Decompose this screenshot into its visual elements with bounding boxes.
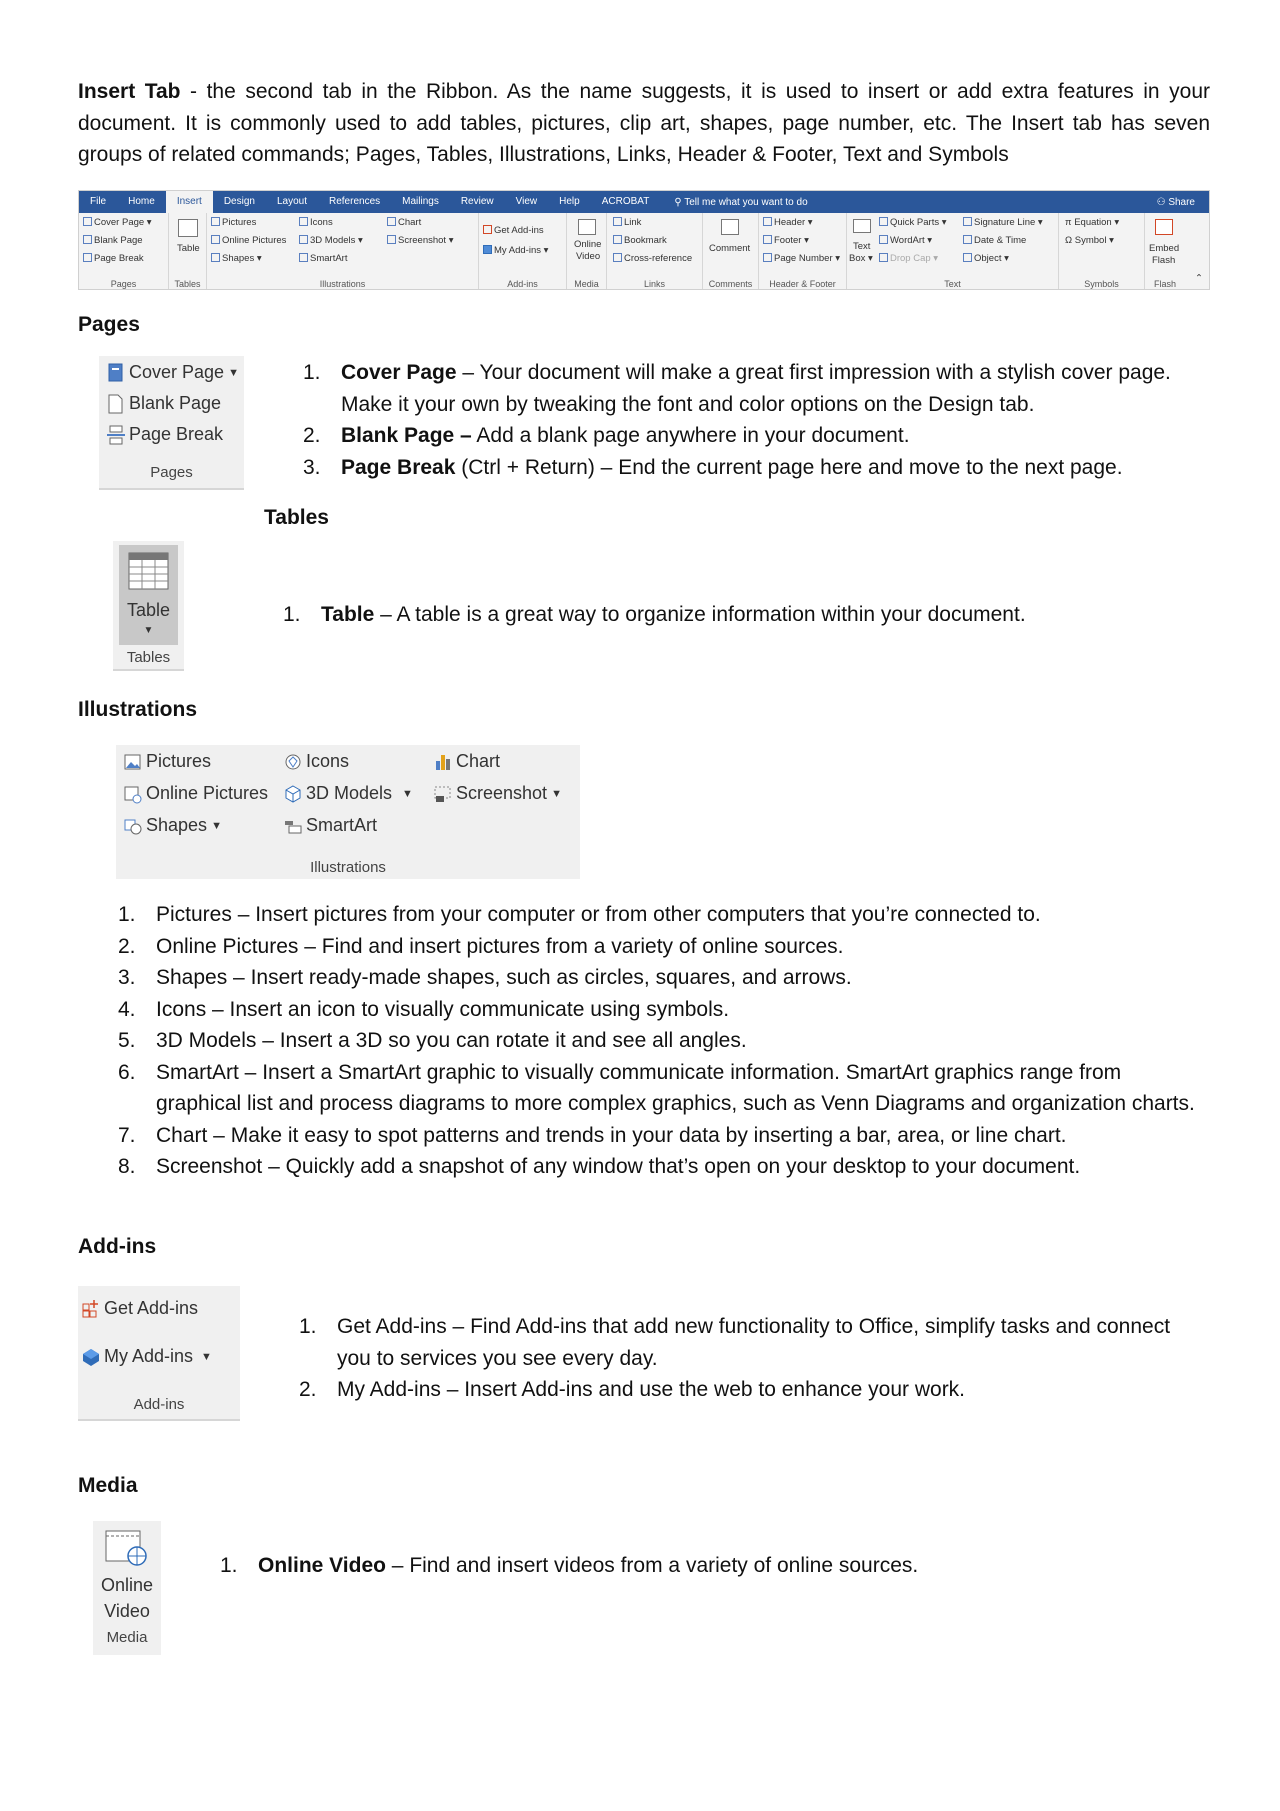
ribbon-group-tables	[169, 213, 207, 290]
ribbon-tab-view[interactable]: View	[515, 196, 538, 207]
list-item-text: (Ctrl + Return) – End the current page here and move to the next page.	[455, 455, 1123, 479]
omega-icon: Ω	[1065, 235, 1075, 246]
ribbon-online-video-line1[interactable]: Online	[574, 239, 602, 250]
tables-group-box	[113, 541, 184, 671]
ribbon-tab-help[interactable]: Help	[559, 196, 580, 207]
blank-page-item[interactable]	[107, 393, 221, 414]
list-item	[118, 1120, 1208, 1152]
ribbon-tab-bar	[79, 191, 1209, 213]
ribbon-screenshot-label: Screenshot ▾	[398, 235, 454, 246]
ribbon-group-addins	[479, 213, 567, 290]
chevron-down-icon: ▼	[211, 819, 222, 832]
list-number: 2.	[303, 424, 321, 447]
ribbon-shapes-label: Shapes ▾	[222, 253, 262, 264]
list-item-text: Add a blank page anywhere in your document.	[471, 424, 910, 447]
list-item-text: Icons – Insert an icon to visually communicate using symbols.	[156, 997, 730, 1021]
list-item-text: Pictures – Insert pictures from your computer or from other computers that you’re connected to.	[156, 903, 1041, 926]
list-number: 1.	[283, 603, 301, 626]
ribbon-3d-models[interactable]	[299, 235, 363, 246]
list-item	[303, 357, 1203, 420]
table-icon	[128, 552, 169, 590]
online-video-label-line2[interactable]: Video	[104, 1601, 150, 1621]
list-item	[299, 1311, 1209, 1374]
cube-icon	[284, 784, 302, 804]
ribbon-group-label-illustrations: Illustrations	[319, 279, 366, 289]
illustrations-list	[118, 899, 1208, 1183]
list-item	[303, 420, 1203, 452]
ribbon-group-label-comments: Comments	[708, 279, 753, 289]
shapes-icon	[124, 816, 142, 836]
ribbon-group-label-media: Media	[574, 279, 599, 289]
drop-cap-icon	[879, 253, 888, 262]
ribbon-tab-references[interactable]: References	[329, 196, 381, 207]
smartart-label: SmartArt	[306, 815, 378, 835]
chevron-down-icon: ▼	[143, 625, 154, 636]
calendar-icon	[963, 235, 972, 244]
flash-icon	[1155, 219, 1173, 235]
list-number: 2.	[118, 934, 136, 958]
ribbon-footer-label: Footer ▾	[774, 235, 809, 246]
ribbon-equation[interactable]	[1065, 217, 1119, 228]
tell-me-box[interactable]	[660, 197, 807, 208]
addins-list	[299, 1311, 1209, 1406]
addins-group-box	[78, 1286, 240, 1421]
ribbon-group-label-pages: Pages	[110, 279, 137, 289]
smartart-item[interactable]	[284, 815, 377, 836]
ribbon-date-time[interactable]	[963, 235, 1026, 246]
person-icon: ⚇	[1156, 196, 1169, 208]
ribbon-screenshot-button[interactable]	[387, 235, 453, 246]
ribbon-group-symbols	[1059, 213, 1145, 290]
ribbon-group-label-links: Links	[643, 279, 665, 289]
icons-icon	[284, 752, 302, 772]
ribbon-object[interactable]	[963, 253, 1009, 264]
ribbon-tab-review[interactable]: Review	[460, 196, 494, 207]
ribbon-table-icon	[178, 219, 198, 237]
list-item-text: SmartArt – Insert a SmartArt graphic to visually communicate information. SmartArt graphics range from graphical list and process diagrams to more complex graphics, such as Venn Diagrams and organization charts.	[156, 1060, 1195, 1115]
heading-media: Media	[78, 1474, 138, 1497]
list-number: 3.	[303, 455, 321, 479]
ribbon-cover-page-label: Cover Page ▾	[94, 217, 152, 228]
ribbon-page-number[interactable]	[763, 253, 840, 264]
ribbon-signature-line[interactable]	[963, 217, 1043, 228]
ribbon-header[interactable]	[763, 217, 813, 228]
camera-icon	[434, 784, 452, 804]
ribbon-wordart-label: WordArt ▾	[890, 235, 933, 246]
link-icon	[613, 217, 622, 226]
ribbon-group-links	[607, 213, 703, 290]
list-item-text: Screenshot – Quickly add a snapshot of any window that’s open on your desktop to your document.	[156, 1155, 1081, 1178]
store-icon	[82, 1299, 100, 1319]
list-item-text: My Add-ins – Insert Add-ins and use the web to enhance your work.	[337, 1378, 966, 1401]
ribbon-group-text	[847, 213, 1059, 290]
icons-label: Icons	[306, 751, 350, 771]
shapes-label: Shapes	[146, 815, 208, 835]
text-box-icon	[853, 219, 871, 233]
heading-pages: Pages	[78, 313, 140, 336]
cover-page-label: Cover Page	[129, 362, 225, 382]
list-item	[118, 931, 1208, 963]
ribbon-blank-page-label: Blank Page	[94, 235, 143, 246]
my-addins-label: My Add-ins	[104, 1346, 194, 1366]
list-item	[283, 599, 1183, 631]
ribbon-wordart[interactable]	[879, 235, 932, 246]
ribbon-blank-page[interactable]	[83, 235, 143, 246]
ribbon-symbol-label: Symbol ▾	[1074, 235, 1114, 246]
list-number: 7.	[118, 1123, 136, 1147]
my-addins-item[interactable]	[82, 1346, 212, 1367]
chevron-down-icon: ▼	[551, 787, 562, 800]
online-pictures-item[interactable]	[124, 783, 268, 804]
list-number: 3.	[118, 966, 136, 989]
ribbon-text-box-line1[interactable]: Text	[853, 241, 871, 252]
list-number: 2.	[299, 1378, 317, 1401]
ribbon-date-time-label: Date & Time	[974, 235, 1027, 246]
ribbon-tab-layout[interactable]: Layout	[276, 196, 307, 207]
ribbon-smartart-label: SmartArt	[310, 253, 348, 264]
ribbon-drop-cap-label: Drop Cap ▾	[890, 253, 939, 264]
camera-icon	[387, 235, 396, 244]
ribbon-group-flash	[1145, 213, 1185, 290]
list-item-title: Blank Page –	[341, 424, 472, 447]
ribbon-link[interactable]	[613, 217, 641, 228]
list-item-text: – Your document will make a great first impression with a stylish cover page. Make it your own by tweaking the font and color options on the Design tab.	[341, 361, 1171, 416]
ribbon-equation-label: Equation ▾	[1074, 217, 1120, 228]
ribbon-tab-insert[interactable]: Insert	[166, 191, 213, 213]
ribbon-embed-flash-line1[interactable]: Embed	[1149, 243, 1180, 254]
online-pictures-label: Online Pictures	[146, 783, 269, 803]
ribbon-group-label-symbols: Symbols	[1084, 279, 1119, 289]
ribbon-bookmark[interactable]	[613, 235, 667, 246]
page-break-item[interactable]	[107, 424, 223, 445]
ribbon-my-addins[interactable]	[483, 245, 548, 256]
pi-icon: π	[1065, 217, 1075, 228]
ribbon-tab-file[interactable]: File	[90, 196, 107, 207]
cover-page-icon	[107, 363, 125, 383]
list-item	[118, 1057, 1208, 1120]
screenshot-label: Screenshot	[456, 783, 548, 803]
ribbon-object-label: Object ▾	[974, 253, 1009, 264]
online-pictures-icon	[124, 784, 142, 804]
chevron-down-icon: ▼	[201, 1350, 212, 1363]
screenshot-item[interactable]	[434, 783, 562, 804]
chart-item[interactable]	[434, 751, 500, 772]
get-addins-label: Get Add-ins	[104, 1298, 199, 1318]
smartart-icon	[299, 253, 308, 262]
list-item	[118, 1025, 1208, 1057]
ribbon-footer[interactable]	[763, 235, 809, 246]
store-icon	[483, 225, 492, 234]
media-group-box	[93, 1521, 161, 1655]
ribbon-group-label-text: Text	[944, 279, 961, 289]
ribbon-tab-home[interactable]: Home	[128, 196, 155, 207]
page-break-label: Page Break	[129, 424, 224, 444]
ribbon-link-label: Link	[624, 217, 642, 228]
ribbon-cross-reference[interactable]	[613, 253, 692, 264]
collapse-ribbon-icon[interactable]: ⌃	[1195, 273, 1203, 284]
intro-text: - the second tab in the Ribbon. As the name suggests, it is used to insert or add extra features in your document. It is commonly used to add tables, pictures, clip art, shapes, page number, etc. The Insert tab has seven groups of related commands; Pages, Tables, Illustrations, Links, Header & Footer, Text and Symbols	[78, 80, 1211, 166]
list-number: 1.	[303, 361, 321, 384]
addins-icon	[483, 245, 492, 254]
pages-list	[303, 357, 1203, 483]
ribbon-bookmark-label: Bookmark	[624, 235, 667, 246]
ribbon-chart[interactable]	[387, 217, 421, 228]
share-button[interactable]	[1157, 197, 1209, 208]
ribbon-screenshot	[78, 190, 1210, 290]
ribbon-tab-acrobat[interactable]: ACROBAT	[601, 196, 650, 207]
intro-title: Insert Tab	[78, 80, 181, 103]
page-break-icon	[107, 425, 125, 445]
pictures-icon	[124, 752, 142, 772]
table-button-label: Table	[126, 600, 171, 620]
ribbon-group-illustrations	[207, 213, 479, 290]
list-item	[118, 899, 1208, 931]
ribbon-icons-label: Icons	[310, 217, 333, 228]
ribbon-my-addins-label: My Add-ins ▾	[494, 245, 549, 256]
ribbon-page-break-label: Page Break	[94, 253, 144, 264]
pictures-label: Pictures	[146, 751, 212, 771]
tables-list	[283, 599, 1183, 631]
ribbon-group-comments	[703, 213, 759, 290]
online-video-icon	[578, 219, 596, 235]
ribbon-embed-flash-line2[interactable]: Flash	[1152, 255, 1176, 266]
lightbulb-icon: ⚲	[674, 196, 685, 208]
share-label: Share	[1168, 196, 1195, 208]
list-number: 4.	[118, 997, 136, 1021]
list-item-text: Shapes – Insert ready-made shapes, such as circles, squares, and arrows.	[156, 966, 852, 989]
chart-icon	[434, 752, 452, 772]
ribbon-table-button[interactable]: Table	[177, 243, 200, 254]
ribbon-pictures-label: Pictures	[222, 217, 257, 228]
chart-icon	[387, 217, 396, 226]
ribbon-group-media	[567, 213, 607, 290]
online-video-icon	[105, 1529, 149, 1567]
list-item-title: Cover Page	[341, 361, 457, 384]
wordart-icon	[879, 235, 888, 244]
pages-group-box	[99, 356, 244, 490]
list-item-title: Page Break	[341, 455, 456, 479]
signature-icon	[963, 217, 972, 226]
ribbon-page-break[interactable]	[83, 253, 144, 264]
table-button[interactable]	[119, 545, 178, 645]
ribbon-icons[interactable]	[299, 217, 333, 228]
ribbon-pictures[interactable]	[211, 217, 256, 228]
ribbon-group-label-tables: Tables	[174, 279, 201, 289]
bookmark-icon	[613, 235, 622, 244]
ribbon-online-video-line2[interactable]: Video	[576, 251, 601, 262]
ribbon-signature-line-label: Signature Line ▾	[974, 217, 1043, 228]
heading-illustrations: Illustrations	[78, 698, 198, 721]
header-icon	[763, 217, 772, 226]
page-break-icon	[83, 253, 92, 262]
list-item-text: – A table is a great way to organize information within your document.	[374, 603, 1026, 626]
3d-models-label: 3D Models	[306, 783, 393, 803]
ribbon-group-label-addins: Add-ins	[507, 279, 538, 289]
ribbon-comment[interactable]: Comment	[709, 243, 751, 254]
ribbon-page-number-label: Page Number ▾	[774, 253, 841, 264]
ribbon-group-label-header-footer: Header & Footer	[769, 279, 836, 289]
ribbon-3d-models-label: 3D Models ▾	[310, 235, 363, 246]
ribbon-group-pages	[79, 213, 169, 290]
addins-icon	[82, 1347, 100, 1367]
list-item	[118, 994, 1208, 1026]
intro-paragraph	[78, 76, 1210, 171]
heading-addins: Add-ins	[78, 1235, 157, 1258]
online-video-label-line1[interactable]: Online	[100, 1575, 154, 1595]
cover-page-icon	[83, 217, 92, 226]
tell-me-text: Tell me what you want to do	[684, 196, 808, 208]
list-item	[118, 1151, 1208, 1183]
ribbon-tab-mailings[interactable]: Mailings	[402, 196, 439, 207]
chart-label: Chart	[456, 751, 501, 771]
ribbon-header-label: Header ▾	[774, 217, 813, 228]
smartart-icon	[284, 816, 302, 836]
blank-page-icon	[83, 235, 92, 244]
blank-page-label: Blank Page	[129, 393, 222, 413]
illustrations-group-label: Illustrations	[310, 859, 386, 876]
tables-group-label: Tables	[126, 649, 171, 666]
chevron-down-icon: ▼	[402, 787, 413, 800]
list-item-text: Chart – Make it easy to spot patterns and trends in your data by inserting a bar, area, or line chart.	[156, 1123, 1067, 1147]
icons-item[interactable]	[284, 751, 349, 772]
heading-tables: Tables	[264, 506, 329, 529]
list-item-text: Online Pictures – Find and insert pictures from a variety of online sources.	[156, 934, 844, 958]
chevron-down-icon: ▼	[228, 366, 239, 379]
ribbon-chart-label: Chart	[398, 217, 422, 228]
ribbon-cover-page[interactable]	[83, 217, 152, 228]
ribbon-get-addins-label: Get Add-ins	[494, 225, 544, 236]
list-item-text: – Find and insert videos from a variety of online sources.	[385, 1554, 919, 1577]
get-addins-item[interactable]	[82, 1298, 198, 1319]
shapes-item[interactable]	[124, 815, 222, 836]
quick-parts-icon	[879, 217, 888, 226]
cover-page-item[interactable]	[107, 362, 239, 383]
list-item	[220, 1550, 1120, 1582]
ribbon-online-pictures[interactable]	[211, 235, 286, 246]
ribbon-online-pictures-label: Online Pictures	[222, 235, 287, 246]
ribbon-quick-parts[interactable]	[879, 217, 947, 228]
blank-page-icon	[107, 394, 125, 414]
media-group-label: Media	[106, 1629, 148, 1646]
list-item	[303, 452, 1203, 484]
icons-icon	[299, 217, 308, 226]
addins-group-label: Add-ins	[133, 1396, 185, 1413]
cube-icon	[299, 235, 308, 244]
list-number: 1.	[220, 1554, 238, 1577]
ribbon-cross-reference-label: Cross-reference	[624, 253, 693, 264]
list-item	[118, 962, 1208, 994]
3d-models-item[interactable]	[284, 783, 413, 804]
list-number: 8.	[118, 1155, 136, 1178]
shapes-icon	[211, 253, 220, 262]
ribbon-smartart[interactable]	[299, 253, 347, 264]
list-item	[299, 1374, 1209, 1406]
ribbon-shapes[interactable]	[211, 253, 262, 264]
list-item-title: Table	[321, 603, 375, 626]
pages-group-label: Pages	[150, 464, 193, 481]
footer-icon	[763, 235, 772, 244]
list-number: 5.	[118, 1029, 136, 1052]
ribbon-symbol[interactable]	[1065, 235, 1114, 246]
list-item-text: 3D Models – Insert a 3D so you can rotate it and see all angles.	[156, 1029, 747, 1052]
ribbon-body	[79, 213, 1209, 290]
list-item-title: Online Video	[258, 1554, 386, 1577]
list-item-text: Get Add-ins – Find Add-ins that add new functionality to Office, simplify tasks and connect you to services you see every day.	[337, 1315, 1171, 1370]
ribbon-get-addins[interactable]	[483, 225, 544, 236]
pictures-icon	[211, 217, 220, 226]
illustrations-group-box	[116, 745, 580, 879]
cross-reference-icon	[613, 253, 622, 262]
list-number: 6.	[118, 1060, 136, 1084]
page-number-icon	[763, 253, 772, 262]
comment-icon	[721, 219, 739, 235]
ribbon-text-box-line2[interactable]: Box ▾	[849, 253, 873, 264]
online-pictures-icon	[211, 235, 220, 244]
pictures-item[interactable]	[124, 751, 211, 772]
ribbon-quick-parts-label: Quick Parts ▾	[890, 217, 947, 228]
list-number: 1.	[118, 903, 136, 926]
ribbon-group-header-footer	[759, 213, 847, 290]
media-list	[220, 1550, 1120, 1582]
object-icon	[963, 253, 972, 262]
list-number: 1.	[299, 1315, 317, 1338]
ribbon-drop-cap[interactable]	[879, 253, 938, 264]
ribbon-tab-design[interactable]: Design	[223, 196, 255, 207]
ribbon-group-label-flash: Flash	[1153, 279, 1176, 289]
